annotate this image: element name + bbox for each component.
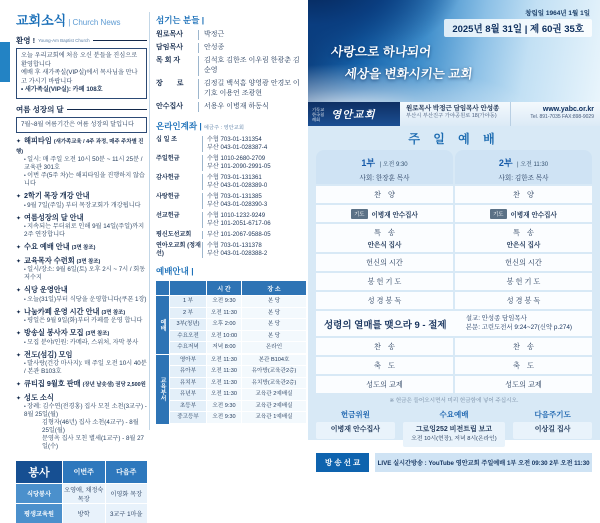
sermon-row bbox=[316, 311, 592, 336]
special-song-person: 안은식 집사 bbox=[506, 241, 541, 249]
church-news-column bbox=[16, 14, 147, 523]
sunday-worship-section bbox=[308, 126, 600, 472]
news-item bbox=[16, 286, 147, 304]
service-2-mc: 사회: 김한조 목사 bbox=[498, 175, 549, 182]
news-item-line: 문영옥 집사 모친 별세(1교구) - 8월 27일(수) bbox=[42, 435, 144, 450]
welcome-line: 예배 후 새가족실(VIP실)에서 목사님을 만나고 가시기 바랍니다 bbox=[21, 69, 138, 85]
account-number: 부산 101-2051-6717-06 bbox=[207, 220, 271, 227]
guide-row bbox=[170, 389, 306, 400]
sermon-info bbox=[466, 315, 584, 332]
news-title-text: 식당 운영안내 bbox=[24, 285, 68, 294]
account-number: 부산 043-01-028387-4 bbox=[207, 144, 268, 151]
guide-cell: 3부(청년) bbox=[170, 319, 206, 330]
slogan-line2: 세상을 변화시키는 교회 bbox=[344, 67, 474, 81]
guide-cell: 온라인 bbox=[242, 342, 306, 353]
guide-group-rows bbox=[170, 355, 306, 424]
service-2-name-time bbox=[455, 153, 592, 171]
account-numbers bbox=[202, 231, 306, 239]
guide-cell: 교육관 1예배실 bbox=[242, 412, 306, 423]
duty-row-label: 평생교육원 bbox=[16, 504, 62, 523]
prayer-badge: 기도 bbox=[490, 209, 506, 219]
guide-cell: 교육관 2예배실 bbox=[242, 401, 306, 412]
news-title-text: 성도 소식 bbox=[24, 392, 54, 402]
sermon-passage: 본문: 고린도전서 9:24~27(신약 p.274) bbox=[465, 323, 573, 331]
guide-cell: 오전 9:30 bbox=[207, 412, 241, 423]
guide-group-worship bbox=[156, 296, 306, 354]
account-number: 수협 703-01-131354 bbox=[207, 136, 262, 143]
church-news-title-en: | Church News bbox=[68, 18, 121, 27]
guide-cell: 본관 B104호 bbox=[242, 355, 306, 366]
guide-cell: 오전 10:00 bbox=[207, 331, 241, 342]
account-number: 부산 043-01-028389-0 bbox=[207, 182, 268, 189]
order-label: 성 경 봉 독 bbox=[367, 295, 402, 305]
news-item-title bbox=[16, 257, 147, 267]
guide-group-education bbox=[156, 355, 306, 424]
diamond-bullet-icon: ✦ bbox=[16, 258, 22, 265]
church-phone: Tel. 891-7035 FAX:898-9029 bbox=[530, 114, 594, 120]
news-title-text: 여름성장의 달 안내 bbox=[24, 212, 84, 222]
guide-cell: 초등부 bbox=[170, 401, 206, 412]
account-label: 주일헌금 bbox=[156, 155, 180, 162]
order-special-song bbox=[316, 224, 453, 252]
church-news-title bbox=[16, 14, 147, 30]
account-label: 십 일 조 bbox=[156, 136, 178, 143]
news-item-title bbox=[16, 308, 147, 318]
account-label: 감사헌금 bbox=[156, 174, 180, 181]
news-item-line: • 지속되는 무더위로 인해 9월 14일(주일)까지 2주 연장합니다 bbox=[24, 223, 147, 239]
welcome-heading bbox=[16, 35, 147, 46]
order-label: 성도의 교제 bbox=[366, 379, 403, 389]
diamond-bullet-icon: ✦ bbox=[16, 382, 22, 388]
guide-cell: 오전 9:30 bbox=[207, 296, 241, 307]
order-label: 성도의 교제 bbox=[505, 379, 542, 389]
account-number: 수협 1010-1232-9249 bbox=[207, 212, 266, 219]
welcome-heading-en: Young-Am Baptist Church bbox=[38, 38, 90, 43]
account-numbers bbox=[202, 242, 306, 258]
guide-row bbox=[170, 378, 306, 389]
church-address: 부산시 부산진구 가야공원로 18(가야동) bbox=[406, 113, 497, 119]
news-item-line: • 일시: 매 주일 오전 10시 50분 ~ 11시 25분 / 교육관 301호 bbox=[24, 156, 147, 172]
news-item-title bbox=[16, 243, 147, 253]
servants-title: 섬기는 분들 | bbox=[156, 15, 205, 25]
order-dedication bbox=[316, 254, 453, 271]
news-title-text: 교육목자 수련회 bbox=[24, 255, 75, 265]
account-numbers bbox=[202, 174, 306, 190]
wednesday-line2: 오전 10시(현장), 저녁 8시(온라인) bbox=[411, 435, 497, 442]
guide-cell: 수요오전 bbox=[170, 331, 206, 342]
account-label: 연아오교회 (정재선) bbox=[156, 242, 201, 257]
guide-group-label: 예배 bbox=[156, 296, 169, 354]
account-label: 선교헌금 bbox=[156, 212, 180, 219]
account-row bbox=[156, 242, 306, 258]
order-label: 찬송 bbox=[513, 341, 541, 351]
news-title-note: (3면 참조) bbox=[71, 245, 96, 251]
sermon-title: 성령의 열매를 맺으라 9 - 절제 bbox=[324, 319, 447, 331]
servant-role: 안수집사 bbox=[156, 103, 184, 110]
diamond-bullet-icon: ✦ bbox=[16, 309, 22, 316]
order-offering-prayer bbox=[316, 273, 453, 290]
guide-cell: 2 부 bbox=[170, 308, 206, 319]
guide-cell: 중고등부 bbox=[170, 412, 206, 423]
account-number: 수협 703-01-131361 bbox=[207, 174, 262, 181]
news-item-line: • 모집 분야/인원: 카메라, 스위처, 자막 봉사 bbox=[24, 339, 147, 347]
weekly-info-row bbox=[316, 409, 592, 447]
order-fellowship bbox=[455, 376, 592, 393]
summer-box bbox=[16, 117, 147, 134]
account-number: 부산 101-2067-9588-05 bbox=[207, 231, 271, 238]
news-title-note: (새가족교육 / 4주 과정, 매주 주차별 진행) bbox=[16, 139, 144, 155]
service-2-name: 2부 bbox=[498, 158, 513, 168]
guide-row bbox=[170, 308, 306, 319]
news-item bbox=[16, 308, 147, 326]
guide-time-header: 시 간 bbox=[207, 281, 241, 295]
news-item bbox=[16, 394, 147, 452]
news-item-title bbox=[16, 329, 147, 339]
welcome-box bbox=[16, 48, 147, 99]
news-item-title bbox=[16, 192, 147, 202]
diamond-bullet-icon: ✦ bbox=[16, 139, 22, 145]
account-numbers bbox=[202, 155, 306, 171]
diamond-bullet-icon: ✦ bbox=[16, 395, 22, 402]
news-title-text: 2학기 목장 개강 안내 bbox=[24, 191, 90, 200]
servant-row bbox=[156, 79, 306, 99]
slogan-line1: 사랑으로 하나되어 bbox=[330, 45, 432, 59]
online-accounts bbox=[156, 120, 306, 258]
news-item-line: • 발사랑(건강 마사지): 매 주일 오전 10시 40분 / 본관 B103호 bbox=[24, 360, 147, 376]
account-label: 사랑헌금 bbox=[156, 193, 180, 200]
news-title-text: 큐티집 9월호 판매 bbox=[24, 379, 81, 388]
guide-cell: 오전 11:30 bbox=[207, 366, 241, 377]
duty-col-this-week: 이번주 bbox=[63, 461, 105, 483]
service-1-header bbox=[316, 150, 453, 184]
church-news-title-ko: 교회소식 bbox=[16, 13, 67, 28]
duty-cell: 오영애, 채정숙 목장 bbox=[63, 484, 105, 503]
news-item bbox=[16, 192, 147, 210]
servant-names: 박정근 bbox=[198, 30, 306, 40]
account-row bbox=[156, 174, 306, 190]
special-song-person: 안은식 집사 bbox=[367, 241, 402, 249]
account-row bbox=[156, 193, 306, 209]
service-1-time: | 오전 9:30 bbox=[379, 162, 408, 168]
welcome-heading-text: 환영 ! bbox=[16, 36, 36, 45]
news-item-title bbox=[16, 214, 147, 224]
guide-row bbox=[170, 342, 306, 353]
news-item-line: • 평일은 9월 9일(화)부터 카페를 운영 합니다 bbox=[24, 317, 147, 325]
duty-col-next-week: 다음주 bbox=[106, 461, 148, 483]
next-week-prayer bbox=[513, 409, 592, 447]
order-offering-prayer bbox=[455, 273, 592, 290]
account-numbers bbox=[202, 212, 306, 228]
wave-cover-photo bbox=[308, 0, 600, 102]
news-title-note: (3면 참조) bbox=[85, 331, 110, 337]
servant-names: 안성종 bbox=[198, 43, 306, 53]
guide-cell: 1 부 bbox=[170, 296, 206, 307]
order-scripture bbox=[316, 292, 453, 309]
duty-table-title: 봉사 bbox=[16, 461, 62, 483]
news-item-title bbox=[16, 380, 147, 390]
church-website: www.yabc.or.kr bbox=[542, 106, 594, 113]
order-benediction bbox=[455, 357, 592, 374]
servant-names: 김석호 김한조 이우림 한광춘 김순영 bbox=[198, 56, 306, 76]
service-2-header bbox=[455, 150, 592, 184]
order-praise bbox=[316, 186, 453, 203]
news-item bbox=[16, 351, 147, 377]
guide-row bbox=[170, 296, 306, 307]
order-label: 헌신의 시간 bbox=[505, 257, 542, 267]
servant-role: 목 회 자 bbox=[156, 57, 181, 64]
column-divider bbox=[149, 12, 150, 430]
guide-cell: 영아부 bbox=[170, 355, 206, 366]
account-number: 부산 043-01-028390-3 bbox=[207, 201, 268, 208]
guide-row bbox=[170, 319, 306, 330]
duty-cell: 방학 bbox=[63, 504, 105, 523]
next-week-prayer-value: 이상길 집사 bbox=[513, 422, 592, 439]
guide-cell: 본 당 bbox=[242, 319, 306, 330]
news-item bbox=[16, 257, 147, 283]
guide-cell: 본 당 bbox=[242, 331, 306, 342]
worship-order-table bbox=[316, 150, 592, 393]
order-prayer bbox=[316, 205, 453, 222]
guide-row bbox=[170, 331, 306, 342]
worship-guide bbox=[156, 265, 306, 424]
guide-place-header: 장 소 bbox=[242, 281, 306, 295]
order-praise bbox=[455, 186, 592, 203]
masthead-contact bbox=[510, 102, 600, 126]
wednesday-worship-header: 수요예배 bbox=[439, 410, 469, 419]
sunday-worship-title: 주 일 예 배 bbox=[408, 132, 500, 146]
diamond-bullet-icon: ✦ bbox=[16, 194, 22, 200]
welcome-line: 오늘 우리교회에 처음 오신 분들을 진심으로 환영합니다 bbox=[21, 52, 138, 68]
church-slogan bbox=[328, 42, 476, 82]
sermon-preacher: 설교: 안성종 담임목사 bbox=[465, 315, 527, 322]
account-number: 수협 1010-2680-2709 bbox=[207, 155, 266, 162]
news-item-title bbox=[16, 394, 147, 404]
order-label: 특송 bbox=[374, 227, 402, 237]
order-label: 축도 bbox=[374, 360, 402, 370]
accounts-title-text: 온라인계좌 | bbox=[156, 121, 202, 131]
account-row bbox=[156, 155, 306, 171]
news-item bbox=[16, 329, 147, 347]
order-label: 헌신의 시간 bbox=[366, 257, 403, 267]
account-number: 수협 703-01-131378 bbox=[207, 242, 262, 249]
news-item-line: • 장례: 김수연(전경홍) 집사 모친 소천(3교구) - 8월 25일(월) bbox=[24, 403, 147, 419]
servant-role: 장 로 bbox=[156, 80, 184, 87]
news-title-note: (3면 참조) bbox=[101, 309, 126, 316]
servant-row bbox=[156, 102, 306, 112]
service-2-time: | 오전 11:30 bbox=[517, 162, 549, 168]
account-row bbox=[156, 212, 306, 228]
order-label: 특송 bbox=[513, 227, 541, 237]
guide-cell: 유아부 bbox=[170, 366, 206, 377]
order-label: 축도 bbox=[513, 360, 541, 370]
duty-cell: 이영화 목장 bbox=[106, 484, 148, 503]
account-row bbox=[156, 136, 306, 152]
summer-line: 7월~8월 여름기간은 여름 성장의 달입니다 bbox=[21, 120, 135, 128]
service-duty-table bbox=[16, 461, 147, 523]
guide-cell: 오전 11:30 bbox=[207, 355, 241, 366]
account-numbers bbox=[202, 136, 306, 152]
guide-cell: 수요저녁 bbox=[170, 342, 206, 353]
guide-group-rows bbox=[170, 296, 306, 354]
prayer-badge: 기도 bbox=[351, 209, 367, 219]
guide-row bbox=[170, 412, 306, 423]
diamond-bullet-icon: ✦ bbox=[16, 352, 22, 359]
guide-name-header bbox=[170, 281, 206, 295]
guide-cell: 저녁 8:00 bbox=[207, 342, 241, 353]
guide-cell: 유치방(교육관2층) bbox=[242, 378, 306, 389]
news-title-text: 해피타임 bbox=[24, 136, 52, 145]
guide-cell: 본 당 bbox=[242, 296, 306, 307]
summer-heading-text: 여름 성장의 달 bbox=[16, 104, 64, 114]
servant-row bbox=[156, 56, 306, 76]
church-logo bbox=[308, 102, 400, 126]
news-item-line: • 9월 7일(주일) 부터 목장교회가 개강됩니다 bbox=[24, 202, 147, 210]
guide-cell: 유년부 bbox=[170, 389, 206, 400]
news-item-line: • 이번 주(5주 차)는 해피타임을 진행하지 않습니다 bbox=[24, 172, 147, 188]
guide-cell: 오후 2:00 bbox=[207, 319, 241, 330]
account-label: 평신도선교회 bbox=[156, 231, 192, 238]
welcome-line: • 새가족실(VIP실): 카페 108호 bbox=[21, 86, 103, 93]
issue-date: 2025년 8월 31일 | 제 60권 35호 bbox=[444, 19, 592, 37]
prayer-person: 이병재 안수집사 bbox=[510, 211, 557, 219]
guide-cell: 본 당 bbox=[242, 308, 306, 319]
summer-heading bbox=[16, 104, 147, 115]
offering-note: ※ 헌금은 들어오시면서 미리 헌금함에 넣어 주십시오. bbox=[389, 398, 519, 404]
order-special-song bbox=[455, 224, 592, 252]
guide-cell: 유치부 bbox=[170, 378, 206, 389]
order-benediction bbox=[316, 357, 453, 374]
order-label: 찬송 bbox=[374, 341, 402, 351]
guide-row bbox=[170, 355, 306, 366]
news-item-line: • 오늘(31일)부터 식당을 운영합니다(쿠폰 1장) bbox=[24, 296, 147, 304]
order-hymn bbox=[455, 338, 592, 355]
guide-corner-cell bbox=[156, 281, 169, 295]
news-item-line: • 일시/장소: 9월 6일(토) 오후 2시 ~ 7시 / 회동저수지 bbox=[24, 266, 147, 282]
worship-guide-title: 예배안내 | bbox=[156, 266, 194, 276]
diamond-bullet-icon: ✦ bbox=[16, 245, 22, 251]
denomination-label: 기독교 한국침례회 bbox=[312, 106, 325, 122]
order-label: 봉 헌 기 도 bbox=[506, 276, 541, 286]
order-dedication bbox=[455, 254, 592, 271]
prayer-person: 이병재 안수집사 bbox=[371, 211, 418, 219]
offering-committee-value: 이병재 안수집사 bbox=[316, 422, 395, 439]
order-prayer bbox=[455, 205, 592, 222]
guide-row bbox=[170, 366, 306, 377]
servant-names: 김정길 백석흠 양영광 안경모 이기호 이용언 조광현 bbox=[198, 79, 306, 99]
broadcast-row bbox=[316, 453, 592, 472]
masthead-info bbox=[400, 102, 510, 126]
accounts-holder: 예금주 : 영안교회 bbox=[203, 125, 245, 131]
order-label: 성 경 봉 독 bbox=[506, 295, 541, 305]
order-label: 찬양 bbox=[513, 189, 541, 199]
offering-committee-header: 헌금위원 bbox=[340, 410, 370, 419]
accounts-title bbox=[156, 120, 306, 132]
diamond-bullet-icon: ✦ bbox=[16, 331, 22, 337]
news-title-text: 전도(섬김) 모임 bbox=[24, 349, 73, 359]
diamond-bullet-icon: ✦ bbox=[16, 215, 22, 222]
service-1-name: 1부 bbox=[361, 158, 376, 168]
wednesday-line1: 그로잉252 비전트립 보고 bbox=[415, 426, 493, 433]
order-fellowship bbox=[316, 376, 453, 393]
guide-cell: 오전 11:30 bbox=[207, 308, 241, 319]
guide-cell: 유아방(교육관2층) bbox=[242, 366, 306, 377]
wednesday-worship bbox=[403, 409, 505, 447]
next-week-prayer-header: 다음주기도 bbox=[534, 410, 571, 419]
news-title-note: (3면 참조) bbox=[76, 258, 101, 265]
masthead-bar bbox=[308, 102, 600, 126]
guide-cell: 교육관 2예배실 bbox=[242, 389, 306, 400]
order-label: 찬양 bbox=[374, 189, 402, 199]
news-title-text: 방송실 봉사자 모집 bbox=[24, 328, 84, 337]
duty-cell: 3교구 1마을 bbox=[106, 504, 148, 523]
news-title-text: 나눔카페 운영 시간 안내 bbox=[24, 306, 100, 316]
account-number: 부산 043-01-028388-2 bbox=[207, 250, 268, 257]
guide-cell: 오전 9:30 bbox=[207, 401, 241, 412]
servant-row bbox=[156, 43, 306, 53]
duty-row-label: 식당봉사 bbox=[16, 484, 62, 503]
broadcast-badge: 방 송 선 교 bbox=[316, 453, 369, 472]
news-item-line: 김형자(46년) 집사 소천(4교구) - 8월 25일(월) bbox=[42, 419, 139, 434]
news-item bbox=[16, 380, 147, 390]
news-item-title bbox=[16, 137, 147, 156]
diamond-bullet-icon: ✦ bbox=[16, 288, 22, 294]
news-title-note: (장년 날솟샘) 권당 2,500원 bbox=[82, 382, 146, 388]
worship-guide-header bbox=[156, 281, 306, 295]
account-number: 부산 101-2090-2991-05 bbox=[207, 163, 271, 170]
broadcast-live-info: LIVE 실시간방송 : YouTube 영안교회 주일예배 1부 오전 09:30 2부 오전 11:30 bbox=[375, 453, 592, 472]
order-label: 봉 헌 기 도 bbox=[367, 276, 402, 286]
founded-date: 창립일 1964년 1월 1일 bbox=[525, 10, 590, 17]
servant-names: 서용우 이병재 하동식 bbox=[198, 102, 306, 112]
main-panel bbox=[308, 0, 600, 467]
guide-row bbox=[170, 401, 306, 412]
news-item bbox=[16, 214, 147, 240]
servant-role: 담임목사 bbox=[156, 44, 184, 51]
news-item-title bbox=[16, 351, 147, 361]
order-scripture bbox=[455, 292, 592, 309]
church-name-logo: 영안교회 bbox=[331, 108, 376, 121]
servant-role: 원로목사 bbox=[156, 31, 184, 38]
offering-committee bbox=[316, 409, 395, 447]
guide-cell: 오전 11:30 bbox=[207, 378, 241, 389]
page-edge-tab bbox=[0, 42, 10, 82]
wednesday-worship-value bbox=[403, 422, 505, 447]
news-title-text: 수요 예배 안내 bbox=[24, 242, 70, 251]
account-row bbox=[156, 231, 306, 239]
news-item bbox=[16, 137, 147, 188]
info-column bbox=[156, 14, 306, 425]
news-item-title bbox=[16, 286, 147, 296]
guide-cell: 오전 11:30 bbox=[207, 389, 241, 400]
news-item bbox=[16, 243, 147, 253]
order-hymn bbox=[316, 338, 453, 355]
account-numbers bbox=[202, 193, 306, 209]
service-1-mc: 사회: 한장훈 목사 bbox=[359, 175, 410, 182]
account-number: 수협 703-01-131385 bbox=[207, 193, 262, 200]
service-1-name-time bbox=[316, 153, 453, 171]
guide-group-label: 교육부서 bbox=[156, 355, 169, 424]
pastors-line: 원로목사 박정근 담임목사 안성종 bbox=[406, 105, 500, 112]
servant-row bbox=[156, 30, 306, 40]
